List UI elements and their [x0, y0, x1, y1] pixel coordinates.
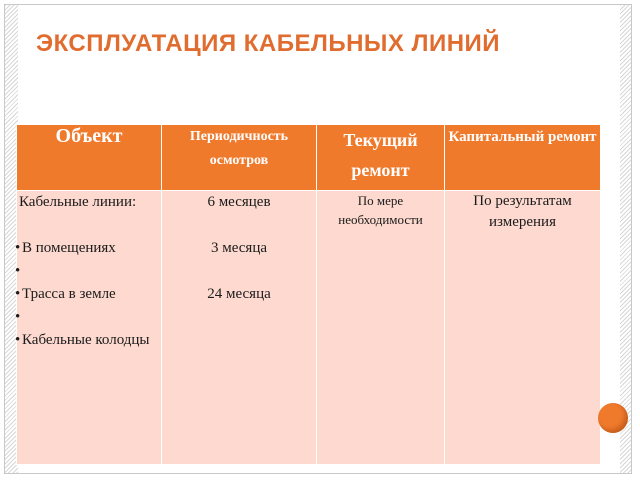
current-repair-cell: По мере необходимости [317, 191, 445, 465]
list-item: • Трасса в земле [17, 283, 161, 306]
object-cell [17, 191, 162, 465]
object-list [17, 237, 161, 352]
header-current-repair: Текущий ремонт [317, 125, 445, 191]
slide-nav-button[interactable] [598, 403, 628, 433]
period-value: 3 месяца [210, 240, 267, 256]
header-period: Периодичность осмотров [162, 125, 317, 191]
period-cell [162, 191, 317, 465]
table-row [17, 191, 601, 465]
capital-repair-cell: По результатам измерения [445, 191, 601, 465]
list-item: • В помещениях [17, 237, 161, 260]
table-header-row [17, 125, 601, 191]
object-intro: Кабельные линии: [19, 194, 137, 210]
list-item: • Кабельные колодцы [17, 329, 161, 352]
maintenance-table [16, 124, 601, 465]
period-value: 24 месяца [207, 286, 271, 302]
header-object: Объект [17, 125, 162, 191]
slide-title: ЭКСПЛУАТАЦИЯ КАБЕЛЬНЫХ ЛИНИЙ [36, 30, 501, 57]
period-value: 6 месяцев [207, 194, 271, 210]
header-capital-repair: Капитальный ремонт [445, 125, 601, 191]
right-decorative-stripe [620, 5, 631, 473]
